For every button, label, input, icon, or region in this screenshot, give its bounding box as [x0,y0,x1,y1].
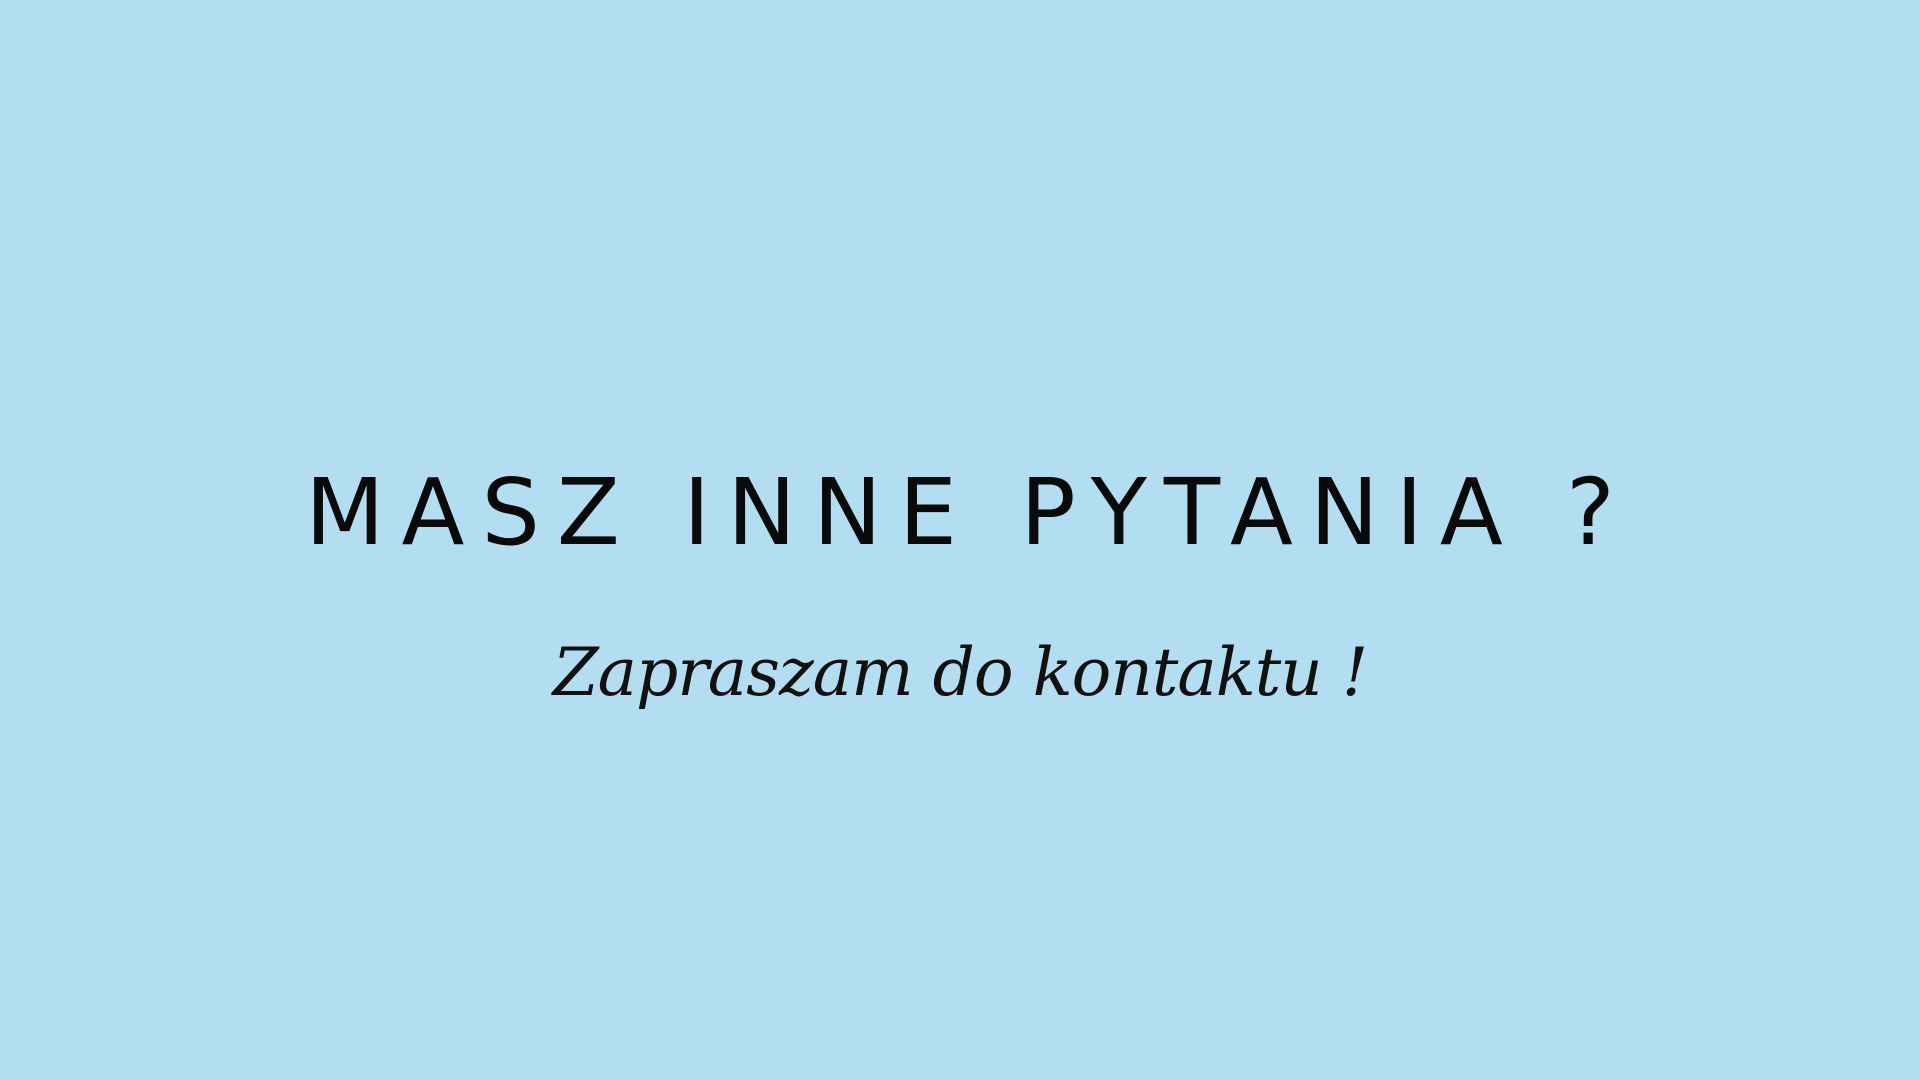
slide-heading: MASZ INNE PYTANIA ? [305,459,1632,566]
slide-subheading: Zapraszam do kontaktu ! [552,634,1368,711]
